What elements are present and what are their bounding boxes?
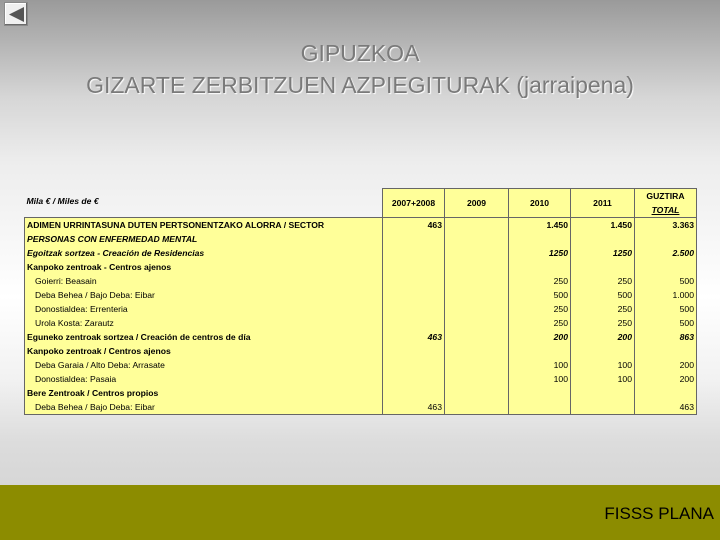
cell xyxy=(383,246,445,260)
cell xyxy=(383,372,445,386)
cell: 1.000 xyxy=(635,288,697,302)
row-label: Eguneko zentroak sortzea / Creación de centros de día xyxy=(25,330,383,344)
table-row xyxy=(25,400,697,415)
row-label: ADIMEN URRINTASUNA DUTEN PERTSONENTZAKO ALORRA / SECTOR xyxy=(25,218,383,233)
cell xyxy=(383,232,445,246)
cell xyxy=(383,260,445,274)
cell xyxy=(445,316,509,330)
cell xyxy=(383,358,445,372)
cell: 500 xyxy=(635,274,697,288)
table-row xyxy=(25,218,697,233)
cell xyxy=(445,274,509,288)
cell: 250 xyxy=(571,316,635,330)
cell: 1250 xyxy=(509,246,571,260)
table-header-row xyxy=(25,189,697,218)
table-row xyxy=(25,316,697,330)
cell xyxy=(383,302,445,316)
cell xyxy=(635,260,697,274)
column-header: 2007+2008 xyxy=(383,189,445,218)
cell: 100 xyxy=(509,358,571,372)
data-table xyxy=(24,188,697,415)
unit-label: Mila € / Miles de € xyxy=(26,196,99,207)
cell xyxy=(509,386,571,400)
footer-label: FISSS PLANA xyxy=(604,504,714,523)
cell xyxy=(571,344,635,358)
table-row xyxy=(25,260,697,274)
cell: 463 xyxy=(383,330,445,344)
cell: 1.450 xyxy=(571,218,635,233)
table-row xyxy=(25,288,697,302)
column-header: 2009 xyxy=(445,189,509,218)
back-button[interactable] xyxy=(4,2,28,26)
cell: 500 xyxy=(635,302,697,316)
row-label: Deba Behea / Bajo Deba: Eibar xyxy=(25,288,383,302)
page-title-line1: GIPUZKOA xyxy=(300,40,420,66)
table-row xyxy=(25,330,697,344)
row-label: Urola Kosta: Zarautz xyxy=(25,316,383,330)
cell xyxy=(383,344,445,358)
cell xyxy=(445,246,509,260)
cell xyxy=(509,344,571,358)
table-row xyxy=(25,358,697,372)
cell: 250 xyxy=(571,302,635,316)
cell: 500 xyxy=(509,288,571,302)
row-label: Egoitzak sortzea - Creación de Residencias xyxy=(25,246,383,260)
cell xyxy=(571,232,635,246)
cell xyxy=(383,386,445,400)
cell xyxy=(635,232,697,246)
cell: 100 xyxy=(571,358,635,372)
cell xyxy=(509,260,571,274)
cell xyxy=(635,386,697,400)
cell xyxy=(383,288,445,302)
cell: 250 xyxy=(509,302,571,316)
cell: 250 xyxy=(571,274,635,288)
row-label: Donostialdea: Pasaia xyxy=(25,372,383,386)
column-header: 2010 xyxy=(509,189,571,218)
cell xyxy=(571,386,635,400)
cell xyxy=(445,358,509,372)
cell: 3.363 xyxy=(635,218,697,233)
cell: 500 xyxy=(571,288,635,302)
cell: 463 xyxy=(383,400,445,415)
cell xyxy=(445,372,509,386)
cell xyxy=(445,344,509,358)
cell xyxy=(445,302,509,316)
table-row xyxy=(25,274,697,288)
table-row xyxy=(25,302,697,316)
cell xyxy=(571,400,635,415)
cell: 200 xyxy=(571,330,635,344)
cell xyxy=(445,260,509,274)
cell: 1250 xyxy=(571,246,635,260)
cell: 100 xyxy=(571,372,635,386)
cell: 500 xyxy=(635,316,697,330)
cell xyxy=(509,232,571,246)
row-label: Kanpoko zentroak / Centros ajenos xyxy=(25,344,383,358)
cell xyxy=(445,330,509,344)
cell xyxy=(445,386,509,400)
row-label: Donostialdea: Errenteria xyxy=(25,302,383,316)
cell: 463 xyxy=(635,400,697,415)
cell xyxy=(383,316,445,330)
left-triangle-icon xyxy=(8,6,25,23)
cell: 250 xyxy=(509,316,571,330)
row-label: PERSONAS CON ENFERMEDAD MENTAL xyxy=(25,232,383,246)
cell: 1.450 xyxy=(509,218,571,233)
column-header: GUZTIRA TOTAL xyxy=(635,189,697,218)
table-row xyxy=(25,372,697,386)
cell xyxy=(509,400,571,415)
table-row xyxy=(25,232,697,246)
cell: 100 xyxy=(509,372,571,386)
cell xyxy=(445,400,509,415)
row-label: Bere Zentroak / Centros propios xyxy=(25,386,383,400)
cell: 200 xyxy=(635,358,697,372)
footer-bar xyxy=(0,485,720,540)
cell xyxy=(635,344,697,358)
cell: 250 xyxy=(509,274,571,288)
cell: 463 xyxy=(383,218,445,233)
row-label: Deba Behea / Bajo Deba: Eibar xyxy=(25,400,383,415)
cell: 200 xyxy=(635,372,697,386)
page-title-line2: GIZARTE ZERBITZUEN AZPIEGITURAK (jarraipena) xyxy=(86,72,634,98)
cell xyxy=(445,232,509,246)
row-label: Goierri: Beasain xyxy=(25,274,383,288)
row-label: Kanpoko zentroak - Centros ajenos xyxy=(25,260,383,274)
cell xyxy=(445,218,509,233)
row-label: Deba Garaia / Alto Deba: Arrasate xyxy=(25,358,383,372)
cell: 200 xyxy=(509,330,571,344)
cell: 2.500 xyxy=(635,246,697,260)
cell xyxy=(383,274,445,288)
table-row xyxy=(25,246,697,260)
cell: 863 xyxy=(635,330,697,344)
column-header: 2011 xyxy=(571,189,635,218)
cell xyxy=(571,260,635,274)
table-row xyxy=(25,386,697,400)
table-row xyxy=(25,344,697,358)
cell xyxy=(445,288,509,302)
